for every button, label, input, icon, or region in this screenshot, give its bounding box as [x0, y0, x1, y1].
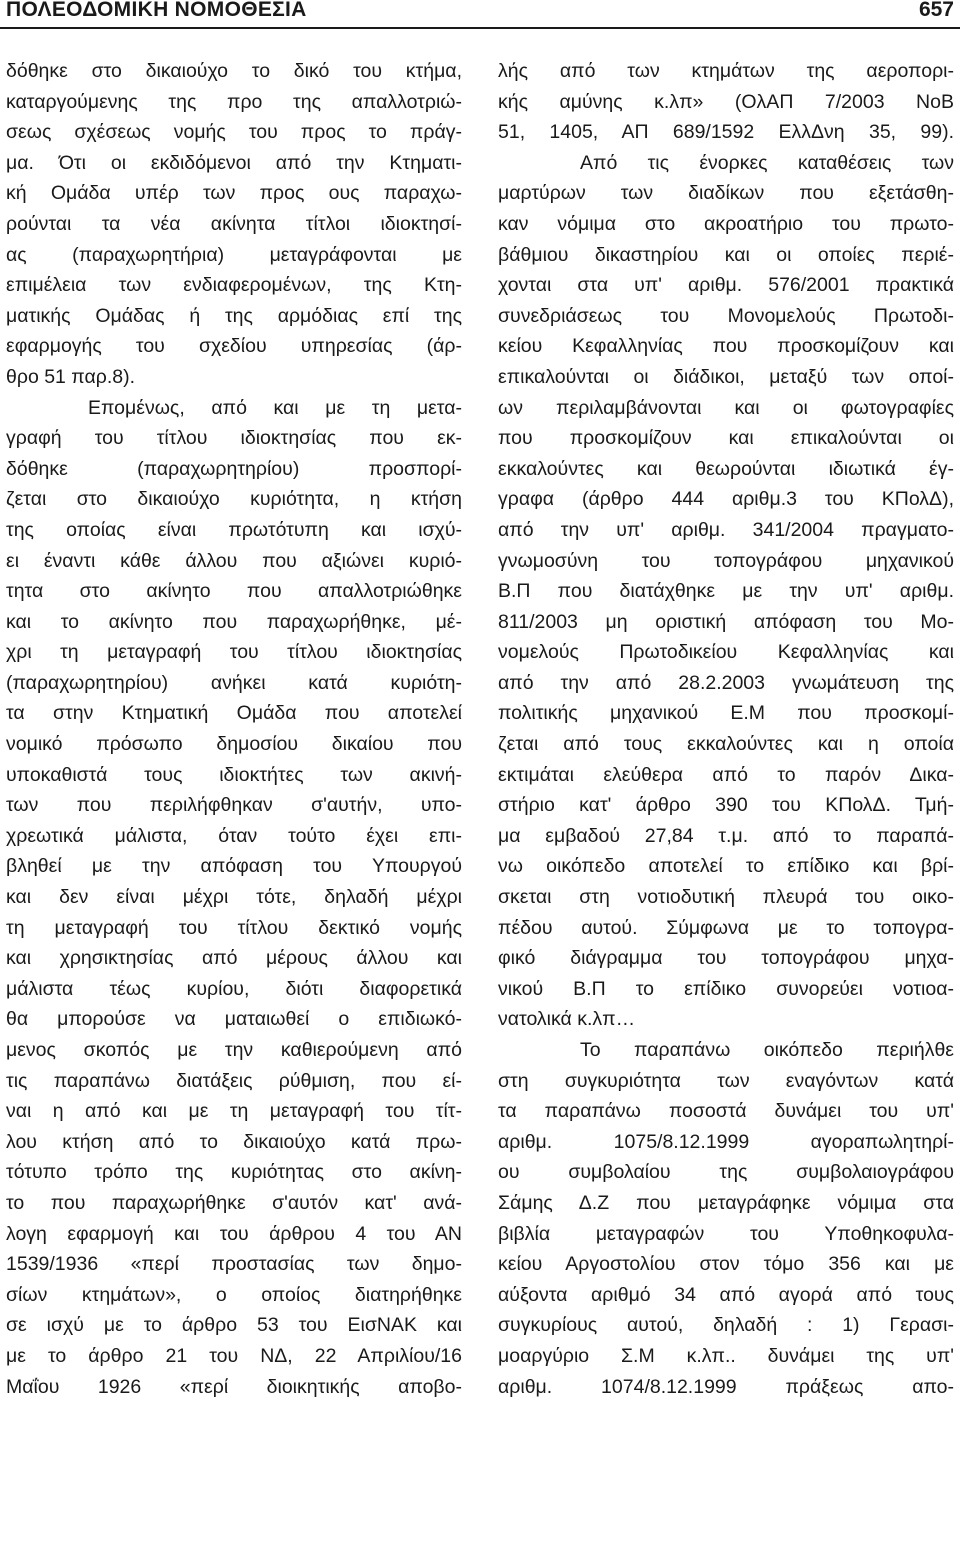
text-line: μενος σκοπός με την καθιερούμενη από	[6, 1039, 462, 1061]
text-line: ει έναντι κάθε άλλου που αξιώνει κυριό-	[6, 549, 462, 572]
text-line: νατολικά κ.λπ…	[498, 1008, 636, 1031]
header-rule	[0, 27, 960, 29]
text-line: βιβλία μεταγραφών του Υποθηκοφυλα-	[498, 1222, 954, 1245]
text-line: και χρησικτησίας από μέρους άλλου και	[6, 947, 462, 970]
text-line: βάθμιου δικαστηρίου και οι οποίες περιέ-	[498, 243, 954, 266]
section-title: ΠΟΛΕΟΔΟΜΙΚΗ ΝΟΜΟΘΕΣΙΑ	[6, 0, 307, 21]
text-line: Μαΐου 1926 «περί διοικητικής αποβο-	[6, 1375, 462, 1398]
text-line: ματικής Ομάδας ή της αρμόδιας επί της	[6, 304, 462, 327]
right-column	[498, 56, 954, 1402]
text-line: τα παραπάνω ποσοστά δυνάμει του υπ'	[498, 1100, 954, 1123]
text-line: αριθμ. 1074/8.12.1999 πράξεως απο-	[498, 1375, 954, 1398]
text-line: λής από των κτημάτων της αεροπορι-	[498, 60, 954, 82]
text-line: ζεται από τους εκκαλούντες και η οποία	[498, 733, 954, 756]
text-line: 51, 1405, ΑΠ 689/1592 ΕλλΔνη 35, 99).	[498, 121, 954, 144]
text-line: που προσκομίζουν και επικαλούνται οι	[498, 427, 954, 450]
text-line: νομικό πρόσωπο δημοσίου δικαίου που	[6, 733, 462, 756]
text-line: λογη εφαρμογή και του άρθρου 4 του ΑΝ	[6, 1222, 462, 1245]
text-line: θα μπορούσε να ματαιωθεί ο επιδιωκό-	[6, 1008, 462, 1031]
text-line: (παραχωρητηρίου) ανήκει κατά κυριότη-	[6, 671, 462, 694]
text-line: χρι τη μεταγραφή του τίτλου ιδιοκτησίας	[6, 641, 462, 664]
text-line: ων περιλαμβάνονται και οι φωτογραφίες	[498, 396, 954, 419]
text-line: γραφα (άρθρο 444 αριθμ.3 του ΚΠολΔ),	[498, 488, 954, 511]
text-line: εκτιμάται ελεύθερα από το παρόν Δικα-	[498, 763, 954, 786]
text-line: Β.Π που διατάχθηκε με την υπ' αριθμ.	[498, 580, 954, 603]
text-line: κής αμύνης κ.λπ» (ΟλΑΠ 7/2003 ΝοΒ	[498, 90, 954, 113]
text-line: Σάμης Δ.Ζ που μεταγράφηκε νόμιμα στα	[498, 1191, 954, 1214]
text-line: χονται στα υπ' αριθμ. 576/2001 πρακτικά	[498, 274, 954, 297]
text-line: τότυπο τρόπο της κυριότητας στο ακίνη-	[6, 1161, 462, 1184]
text-line: καν νόμιμα στο ακροατήριο του πρωτο-	[498, 212, 954, 235]
text-line: Από τις ένορκες καταθέσεις των	[580, 151, 954, 174]
running-header	[0, 0, 960, 28]
text-line: 811/2003 μη οριστική απόφαση του Μο-	[498, 610, 954, 633]
text-line: λου κτήση από το δικαιούχο κατά πρω-	[6, 1130, 462, 1153]
text-line: κή Ομάδα υπέρ των προς ους παραχω-	[6, 182, 462, 205]
text-line: μα. Ότι οι εκδιδόμενοι από την Κτηματι-	[6, 151, 462, 174]
text-line: από την υπ' αριθμ. 341/2004 πραγματο-	[498, 518, 954, 541]
page-number: 657	[918, 0, 954, 21]
text-line: 1539/1936 «περί προστασίας των δημο-	[6, 1253, 462, 1276]
text-line: Το παραπάνω οικόπεδο περιήλθε	[580, 1039, 954, 1061]
text-line: φικό διάγραμμα του τοπογράφου μηχα-	[498, 947, 954, 970]
text-line: τητα στο ακίνητο που απαλλοτριώθηκε	[6, 580, 462, 603]
text-line: γραφή του τίτλου ιδιοκτησίας που εκ-	[6, 427, 462, 450]
text-line: συνεδριάσεως του Μονομελούς Πρωτοδι-	[498, 304, 954, 327]
text-line: χρεωτικά μάλιστα, όταν τούτο έχει επι-	[6, 824, 462, 847]
text-line: θρο 51 παρ.8).	[6, 365, 136, 388]
text-line: επιμέλεια των ενδιαφερομένων, της Κτη-	[6, 274, 462, 297]
text-line: εφαρμογής του σχεδίου υπηρεσίας (άρ-	[6, 335, 462, 358]
text-line: ου συμβολαίου της συμβολαιογράφου	[498, 1161, 954, 1184]
text-line: στη συγκυριότητα των εναγόντων κατά	[498, 1069, 954, 1092]
text-line: αύξοντα αριθμό 34 από αγορά από τους	[498, 1283, 954, 1306]
text-line: καταργούμενης της προ της απαλλοτριώ-	[6, 90, 462, 113]
text-line: ναι η από και με τη μεταγραφή του τίτ-	[6, 1100, 462, 1123]
text-line: κείου Αργοστολίου στον τόμο 356 και με	[498, 1253, 954, 1276]
text-line: της οποίας είναι πρωτότυπη και ισχύ-	[6, 518, 462, 541]
text-line: βληθεί με την απόφαση του Υπουργού	[6, 855, 462, 878]
text-line: νομελούς Πρωτοδικείου Κεφαλληνίας και	[498, 641, 954, 664]
text-line: από την από 28.2.2003 γνωμάτευση της	[498, 671, 954, 694]
text-line: υποκαθιστά τους ιδιοκτήτες των ακινή-	[6, 763, 462, 786]
text-line: μα εμβαδού 27,84 τ.μ. από το παραπά-	[498, 824, 954, 847]
text-line: πέδου αυτού. Σύμφωνα με το τοπογρα-	[498, 916, 954, 939]
text-line: σε ισχύ με το άρθρο 53 του ΕισΝΑΚ και	[6, 1314, 462, 1337]
text-line: και δεν είναι μέχρι τότε, δηλαδή μέχρι	[6, 886, 462, 909]
text-line: αριθμ. 1075/8.12.1999 αγοραπωλητηρί-	[498, 1130, 954, 1153]
text-line: δόθηκε (παραχωρητηρίου) προσπορί-	[6, 457, 462, 480]
text-line: των που περιλήφθηκαν σ'αυτήν, υπο-	[6, 794, 462, 817]
text-line: τις παραπάνω διατάξεις ρύθμιση, που εί-	[6, 1069, 462, 1092]
text-line: εκκαλούντες και θεωρούνται ιδιωτικά έγ-	[498, 457, 954, 480]
text-line: μάλιστα τέως κυρίου, διότι διαφορετικά	[6, 977, 462, 1000]
text-line: μοαργύριο Σ.Μ κ.λπ.. δυνάμει της υπ'	[498, 1344, 954, 1367]
text-line: Επομένως, από και με τη μετα-	[88, 396, 462, 419]
text-line: συγκυρίους αυτού, δηλαδή : 1) Γερασι-	[498, 1314, 954, 1337]
text-line: νικού Β.Π το επίδικο συνορεύει νοτιοα-	[498, 977, 954, 1000]
left-column	[6, 56, 462, 1402]
text-line: γνωμοσύνη του τοπογράφου μηχανικού	[498, 549, 954, 572]
text-line: δόθηκε στο δικαιούχο το δικό του κτήμα,	[6, 60, 462, 82]
text-line: μαρτύρων των διαδίκων που εξετάσθη-	[498, 182, 954, 205]
text-line: κείου Κεφαλληνίας που προσκομίζουν και	[498, 335, 954, 358]
text-line: επικαλούνται οι διάδικοι, μεταξύ των οποί-	[498, 365, 954, 388]
text-line: σεως σχέσεως νομής του προς το πράγ-	[6, 121, 462, 144]
text-line: πολιτικής μηχανικού Ε.Μ που προσκομί-	[498, 702, 954, 725]
text-line: τα στην Κτηματική Ομάδα που αποτελεί	[6, 702, 462, 725]
text-line: ας (παραχωρητήρια) μεταγράφονται με	[6, 243, 462, 266]
text-line: και το ακίνητο που παραχωρήθηκε, μέ-	[6, 610, 462, 633]
text-line: στήριο κατ' άρθρο 390 του ΚΠολΔ. Τμή-	[498, 794, 954, 817]
text-line: το που παραχωρήθηκε σ'αυτόν κατ' ανά-	[6, 1191, 462, 1214]
text-line: τη μεταγραφή του τίτλου δεκτικό νομής	[6, 916, 462, 939]
text-line: με το άρθρο 21 του ΝΔ, 22 Απριλίου/16	[6, 1344, 462, 1367]
text-line: νω οικόπεδο αποτελεί το επίδικο και βρί-	[498, 855, 954, 878]
text-line: σκεται στη νοτιοδυτική πλευρά του οικο-	[498, 886, 954, 909]
text-line: ζεται στο δικαιούχο κυριότητα, η κτήση	[6, 488, 462, 511]
text-line: σίων κτημάτων», ο οποίος διατηρήθηκε	[6, 1283, 462, 1306]
text-line: ρούνται τα νέα ακίνητα τίτλοι ιδιοκτησί-	[6, 212, 462, 235]
